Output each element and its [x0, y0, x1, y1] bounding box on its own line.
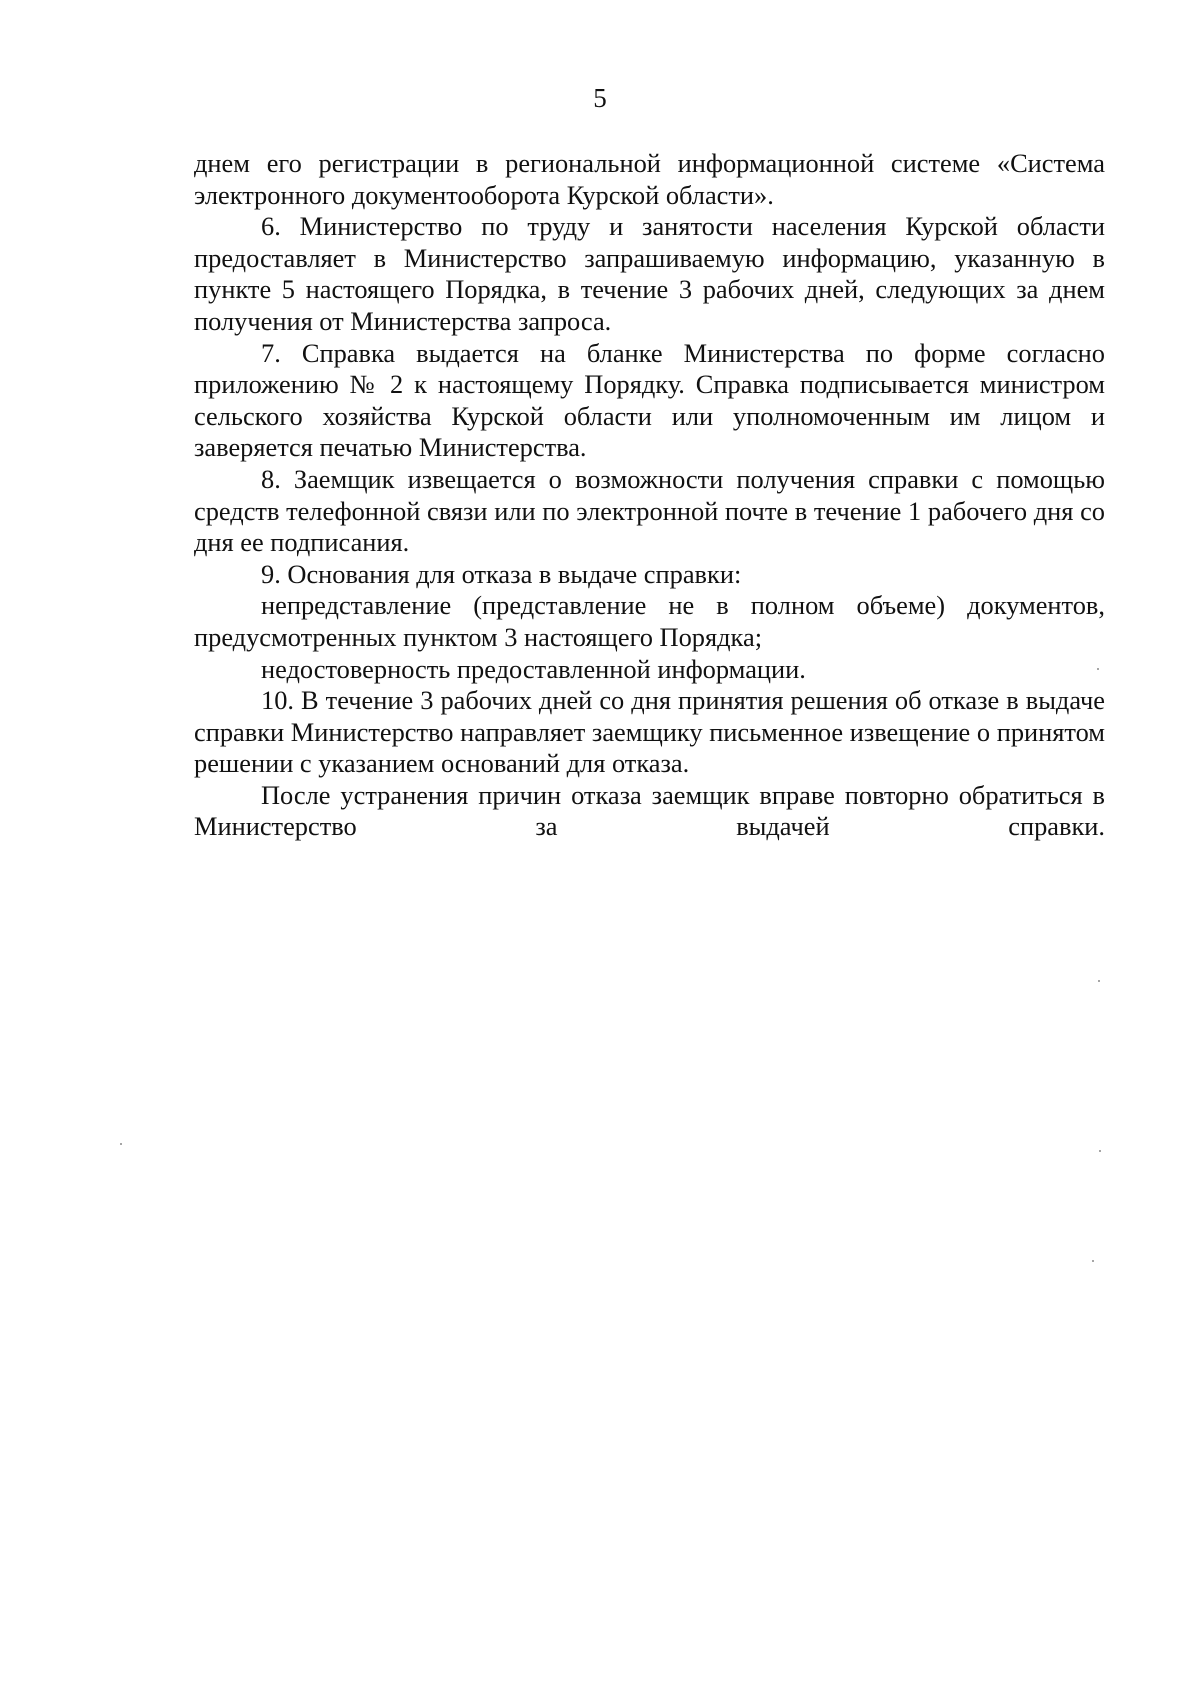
paragraph-item-10: 10. В течение 3 рабочих дней со дня принятия решения об отказе в выдаче справки Министерство направляет заемщику письменное извещение о принятом решении с указанием оснований для отказа.	[194, 685, 1105, 779]
paragraph-item-9-reason-1: непредставление (представление не в полном объеме) документов, предусмотренных пунктом 3 настоящего Порядка;	[194, 590, 1105, 652]
paragraph-item-8: 8. Заемщик извещается о возможности получения справки с помощью средств телефонной связи или по электронной почте в течение 1 рабочего дня со дня ее подписания.	[194, 463, 1105, 558]
paragraph-item-9: 9. Основания для отказа в выдаче справки:	[261, 558, 742, 589]
page-number: 5	[593, 83, 607, 113]
scan-speck	[1097, 668, 1099, 670]
paragraph-continuation: днем его регистрации в региональной информационной системе «Система электронного документооборота Курской области».	[194, 148, 1105, 210]
scan-speck	[120, 1143, 122, 1145]
paragraph-item-10-reapply: После устранения причин отказа заемщик вправе повторно обратиться в Министерство за выдачей справки.	[194, 779, 1105, 842]
scan-speck	[1098, 980, 1100, 982]
scan-speck	[1092, 1260, 1094, 1262]
paragraph-item-7: 7. Справка выдается на бланке Министерства по форме согласно приложению № 2 к настоящему Порядку. Справка подписывается министром сельского хозяйства Курской области или уполномоченным им лицом и заверяется печатью Министерства.	[194, 337, 1105, 463]
paragraph-item-9-reason-2: недостоверность предоставленной информации.	[261, 653, 806, 684]
scan-speck	[1099, 1150, 1101, 1152]
paragraph-item-6: 6. Министерство по труду и занятости населения Курской области предоставляет в Министерство запрашиваемую информацию, указанную в пункте 5 настоящего Порядка, в течение 3 рабочих дней, следующих за днем получения от Министерства запроса.	[194, 211, 1105, 336]
document-body	[194, 148, 1105, 843]
